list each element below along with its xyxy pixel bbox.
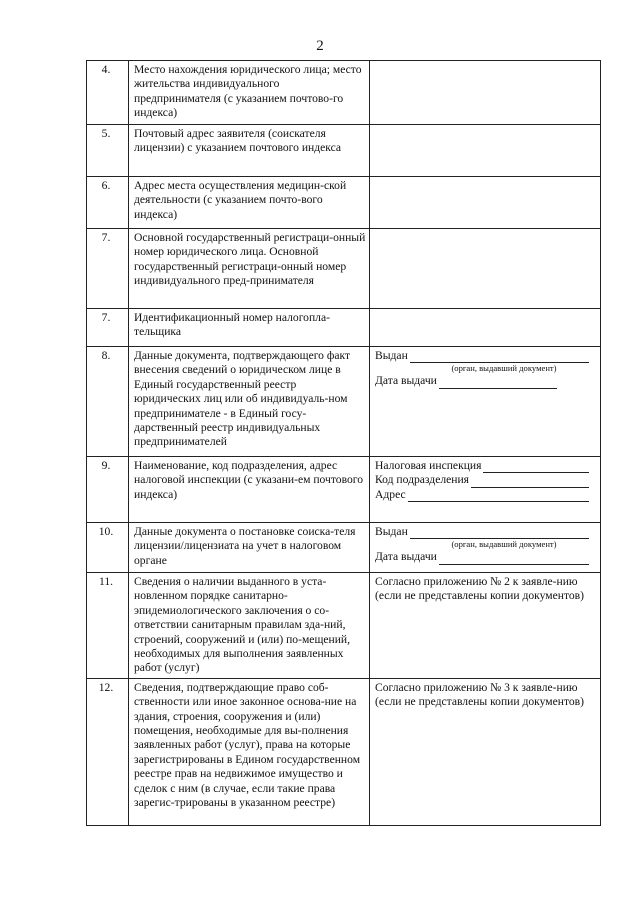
row-number: 12. [87, 678, 129, 825]
issued-by-caption: (орган, выдавший документ) [451, 363, 557, 374]
row-number: 10. [87, 523, 129, 573]
tax-office-blank [483, 461, 589, 473]
address-label: Адрес [375, 487, 406, 501]
row-number: 5. [87, 125, 129, 177]
issue-date-field [375, 374, 597, 388]
issue-date-label: Дата выдачи [375, 550, 437, 564]
row-number: 7. [87, 309, 129, 347]
table-row [87, 678, 601, 825]
row-number: 7. [87, 229, 129, 309]
table-row [87, 523, 601, 573]
table-row [87, 125, 601, 177]
row-description: Наименование, код подразделения, адрес налоговой инспекции (с указани-ем почтового индекса) [129, 457, 370, 523]
issued-by-label: Выдан [375, 349, 408, 362]
address-blank [408, 490, 589, 502]
division-code-blank [471, 476, 589, 488]
row-number: 11. [87, 573, 129, 679]
issue-date-label: Дата выдачи [375, 374, 437, 388]
row-value-cell [370, 347, 601, 457]
row-number: 4. [87, 61, 129, 125]
row-value-cell [370, 457, 601, 523]
issued-by-field [375, 349, 597, 363]
row-description: Сведения, подтверждающие право соб-ственности или иное законное основа-ние на здания, строения, сооружения и (или) помещения, необходимые для вы-полнения заявленных работ (услуг), права на которые зарегистрированы в Едином государственном реестре прав на недвижимое имущество и сделок с ним (в случае, если такие права зарегис-трированы в указанном реестре) [129, 678, 370, 825]
table-row [87, 61, 601, 125]
issued-by-blank [410, 527, 589, 539]
row-description: Адрес места осуществления медицин-ской деятельности (с указанием почто-вого индекса) [129, 177, 370, 229]
address-field [375, 488, 597, 502]
row-description: Место нахождения юридического лица; место жительства индивидуального предпринимателя (с указанием почтово-го индекса) [129, 61, 370, 125]
tax-office-label: Налоговая инспекция [375, 459, 482, 472]
row-value: Согласно приложению № 2 к заявле-нию (если не представлены копии документов) [370, 573, 601, 679]
division-code-label: Код подразделения [375, 473, 470, 487]
row-value-cell [370, 309, 601, 347]
row-value-cell [370, 229, 601, 309]
table-row [87, 309, 601, 347]
table-row [87, 347, 601, 457]
row-description: Данные документа о постановке соиска-теля лицензии/лицензиата на учет в налоговом органе [129, 523, 370, 573]
issued-by-caption: (орган, выдавший документ) [451, 539, 557, 550]
division-code-field [375, 473, 597, 487]
row-description: Основной государственный регистраци-онный номер юридического лица. Основной государственный регистраци-онный номер индивидуального пред-принимателя [129, 229, 370, 309]
issue-date-blank [439, 377, 557, 389]
table-row [87, 573, 601, 679]
tax-office-field [375, 459, 597, 473]
row-description: Данные документа, подтверждающего факт внесения сведений о юридическом лице в Единый государственный реестр юридических лиц или об индивидуаль-ном предпринимателе - в Единый госу-дарственный реестр индивидуальных предпринимателей [129, 347, 370, 457]
issued-by-label: Выдан [375, 525, 408, 538]
issue-date-field [375, 550, 597, 564]
row-value-cell [370, 177, 601, 229]
row-value-cell [370, 523, 601, 573]
issued-by-blank [410, 351, 589, 363]
row-number: 9. [87, 457, 129, 523]
row-description: Сведения о наличии выданного в уста-новленном порядке санитарно-эпидемиологического заключения о со-ответствии санитарным правилам зда-ний, строений, сооружений и (или) по-мещений, необходимых для выполнения заявленных работ (услуг) [129, 573, 370, 679]
row-value-cell [370, 125, 601, 177]
row-description: Почтовый адрес заявителя (соискателя лицензии) с указанием почтового индекса [129, 125, 370, 177]
issued-by-field [375, 525, 597, 539]
application-form-table [86, 60, 601, 826]
table-row [87, 229, 601, 309]
row-description: Идентификационный номер налогопла-тельщика [129, 309, 370, 347]
issue-date-blank [439, 553, 589, 565]
page-number: 2 [316, 38, 324, 54]
table-row [87, 457, 601, 523]
row-number: 8. [87, 347, 129, 457]
table-row [87, 177, 601, 229]
row-number: 6. [87, 177, 129, 229]
row-value-cell [370, 61, 601, 125]
row-value: Согласно приложению № 3 к заявле-нию (если не представлены копии документов) [370, 678, 601, 825]
